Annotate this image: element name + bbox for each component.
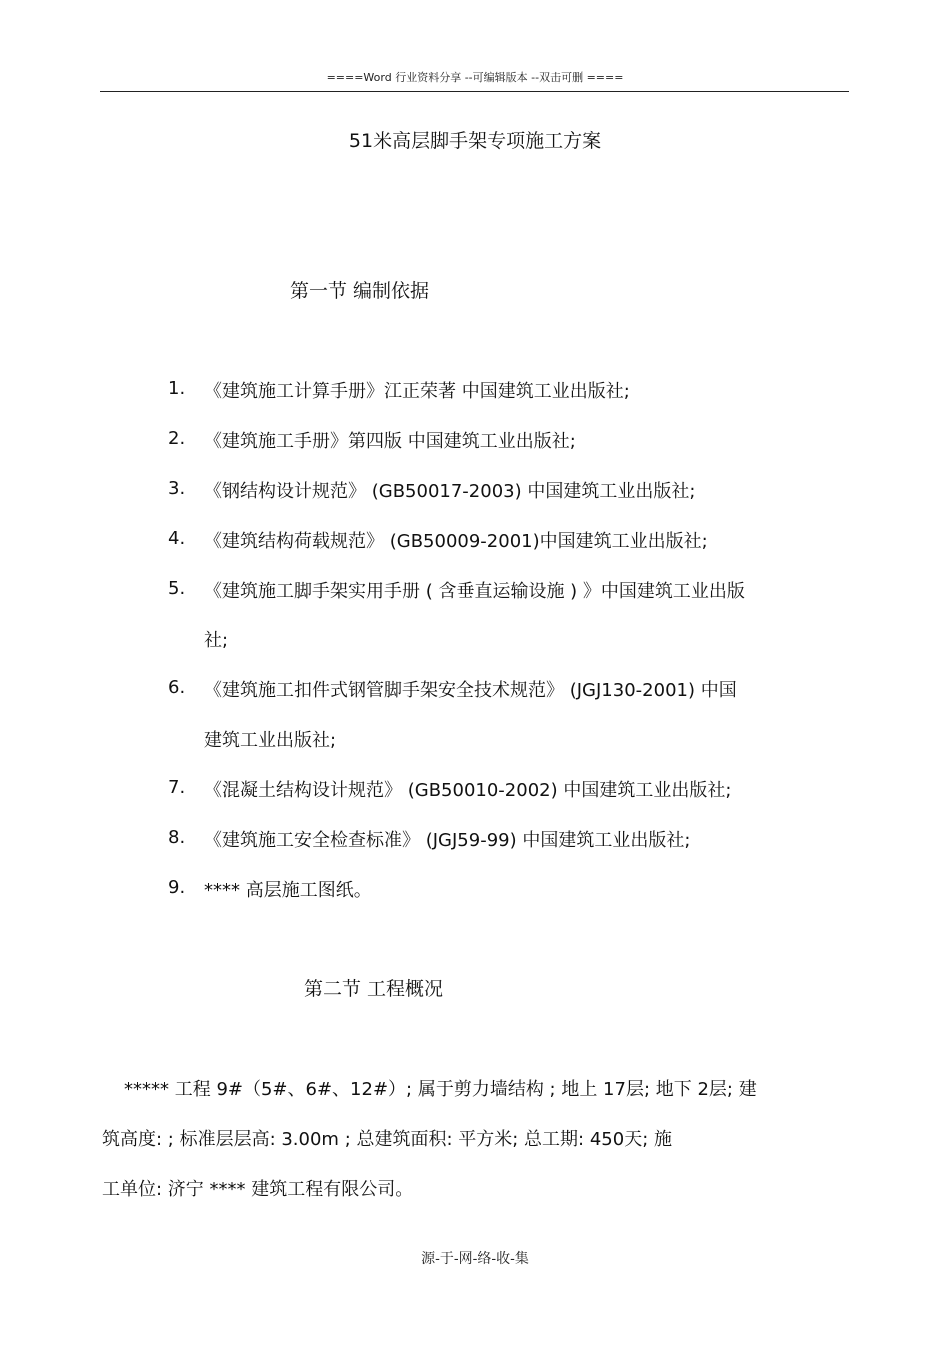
overview-paragraph-line: 工单位: 济宁 **** 建筑工程有限公司。 [102,1179,414,1200]
list-number: 5. [168,578,186,599]
header-divider [100,91,849,92]
list-number: 9. [168,877,186,898]
list-item-text: 《建筑施工脚手架实用手册 ( 含垂直运输设施 ) 》中国建筑工业出版 [204,581,745,602]
overview-paragraph-line: 筑高度: ; 标准层层高: 3.00m ; 总建筑面积: 平方米; 总工期: 450天; 施 [102,1129,672,1150]
list-item-text: 《建筑施工扣件式钢管脚手架安全技术规范》 (JGJ130-2001) 中国 [204,680,737,701]
section-heading-overview: 第二节 工程概况 [304,978,444,1000]
list-number: 8. [168,827,186,848]
list-number: 2. [168,428,186,449]
list-item-text: 《建筑施工安全检查标准》 (JGJ59-99) 中国建筑工业出版社; [204,830,691,851]
list-item-text: 《混凝土结构设计规范》 (GB50010-2002) 中国建筑工业出版社; [204,780,732,801]
list-item-text-continuation: 建筑工业出版社; [204,730,337,751]
list-item-text: 《钢结构设计规范》 (GB50017-2003) 中国建筑工业出版社; [204,481,696,502]
page-header: ====Word 行业资料分享 --可编辑版本 --双击可删 ==== [326,71,624,84]
list-number: 6. [168,677,186,698]
list-item-text-continuation: 社; [204,630,229,651]
list-item-text: **** 高层施工图纸。 [204,880,372,901]
list-item-text: 《建筑结构荷载规范》 (GB50009-2001)中国建筑工业出版社; [204,531,708,552]
document-title: 51米高层脚手架专项施工方案 [348,130,602,152]
overview-paragraph-line: ***** 工程 9#（5#、6#、12#）; 属于剪力墙结构 ; 地上 17层; 地下 2层; 建 [124,1079,757,1100]
page-footer: 源-于-网-络-收-集 [421,1251,529,1267]
list-number: 4. [168,528,186,549]
list-number: 7. [168,777,186,798]
list-item-text: 《建筑施工计算手册》江正荣著 中国建筑工业出版社; [204,381,630,402]
section-heading-basis: 第一节 编制依据 [290,280,430,302]
list-number: 3. [168,478,186,499]
list-item-text: 《建筑施工手册》第四版 中国建筑工业出版社; [204,431,576,452]
list-number: 1. [168,378,186,399]
